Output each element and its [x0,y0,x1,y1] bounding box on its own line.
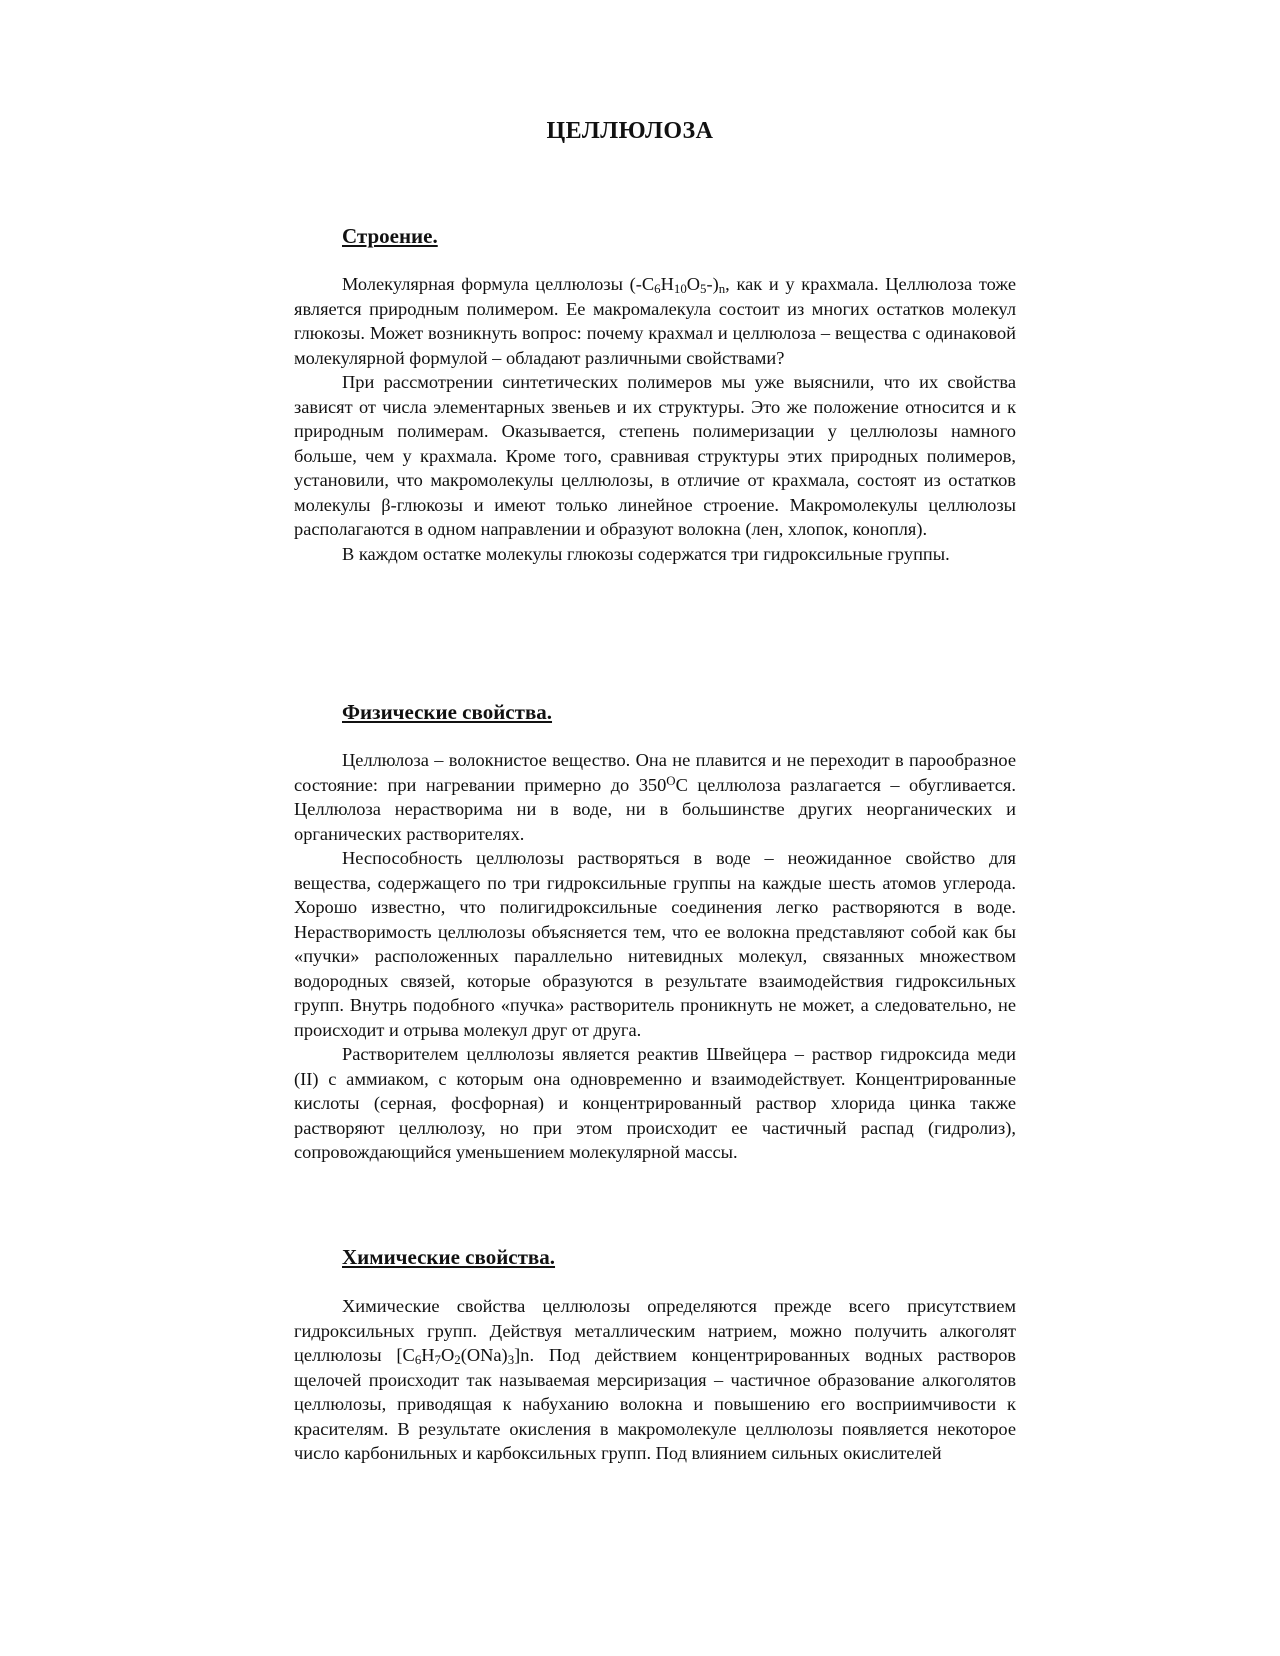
section-heading-physical: Физические свойства. [342,700,553,724]
paragraph [294,272,1016,370]
paragraph: В каждом остатке молекулы глюкозы содержатся три гидроксильные группы. [342,543,950,564]
text-run: Молекулярная формула целлюлозы (-C [342,274,655,294]
document-title: ЦЕЛЛЮЛОЗА [546,118,714,144]
paragraph: При рассмотрении синтетических полимеров мы уже выяснили, что их свойства зависят от числа элементарных звеньев и их структуры. Это же положение относится и к природным полимерам. Оказывается, степень полимеризации у целлюлозы намного больше, чем у крахмала. Кроме того, сравнивая структуры этих природных полимеров, установили, что макромолекулы целлюлозы, в отличие от крахмала, состоят из остатков молекулы β-глюкозы и имеют только линейное строение. Макромолекулы целлюлозы располагаются в одном направлении и образуют волокна (лен, хлопок, конопля). [294,372,1016,539]
section-body-chemical [294,1294,1016,1466]
text-run: ]n. Под действием концентрированных водных растворов щелочей происходит так называемая мерсиризация – частичное образование алкоголятов целлюлозы, приводящая к набуханию волокна и повышению его восприимчивости к красителям. В результате окисления в макромолекуле целлюлозы появляется некоторое число карбонильных и карбоксильных групп. Под влиянием сильных окислителей [294,1345,1016,1463]
paragraph: Растворителем целлюлозы является реактив Швейцера – раствор гидроксида меди (II) с аммиаком, с которым она одновременно и взаимодействует. Концентрированные кислоты (серная, фосфорная) и концентрированный раствор хлорида цинка также растворяют целлюлозу, но при этом происходит ее частичный распад (гидролиз), сопровождающийся уменьшением молекулярной массы. [294,1044,1016,1162]
text-run: O [440,1345,455,1365]
text-run: Химические свойства целлюлозы определяются прежде всего присутствием гидроксильных групп. Действуя металлическим натрием, можно получить алкоголят целлюлозы [C [294,1296,1016,1365]
text-run: , как и у крахмала. Целлюлоза тоже является природным полимером. Ее макромалекула состоит из многих остатков молекул глюкозы. Может возникнуть вопрос: почему крахмал и целлюлоза – вещества с одинаковой молекулярной формулой – обладают различными свойствами? [294,274,1016,368]
superscript: O [666,773,676,788]
section-heading-structure: Строение. [342,224,438,248]
subscript: 2 [454,1353,461,1367]
text-run: O [686,274,701,294]
subscript: 10 [673,282,687,296]
text-run: -) [706,274,719,294]
section-heading-chemical: Химические свойства. [342,1245,556,1269]
paragraph [294,748,1016,846]
text-run: H [421,1345,435,1365]
subscript: 5 [700,282,707,296]
subscript: 6 [654,282,661,296]
text-run: H [660,274,674,294]
text-run: Целлюлоза – волокнистое вещество. Она не плавится и не переходит в парообразное состояние: при нагревании примерно до 350 [294,750,1016,795]
section-body-structure [294,272,1016,566]
subscript: 6 [414,1353,422,1367]
text-run: (ONa) [460,1345,508,1365]
subscript: 3 [507,1353,515,1367]
section-body-physical [294,748,1016,1165]
paragraph: Неспособность целлюлозы растворяться в воде – неожиданное свойство для вещества, содержащего по три гидроксильные группы на каждые шесть атомов углерода. Хорошо известно, что полигидроксильные соединения легко растворяются в воде. Нерастворимость целлюлозы объясняется тем, что ее волокна представляют собой как бы «пучки» расположенных параллельно нитевидных молекул, связанных множеством водородных связей, которые образуются в результате взаимодействия гидроксильных групп. Внутрь подобного «пучка» растворитель проникнуть не может, а следовательно, не происходит и отрыва молекул друг от друга. [294,848,1016,1040]
text-run: C целлюлоза разлагается – обугливается. Целлюлоза нерастворима ни в воде, ни в большинстве других неорганических и органических растворителях. [294,774,1016,844]
subscript: n [718,282,726,296]
paragraph [294,1294,1016,1466]
subscript: 7 [434,1353,441,1367]
